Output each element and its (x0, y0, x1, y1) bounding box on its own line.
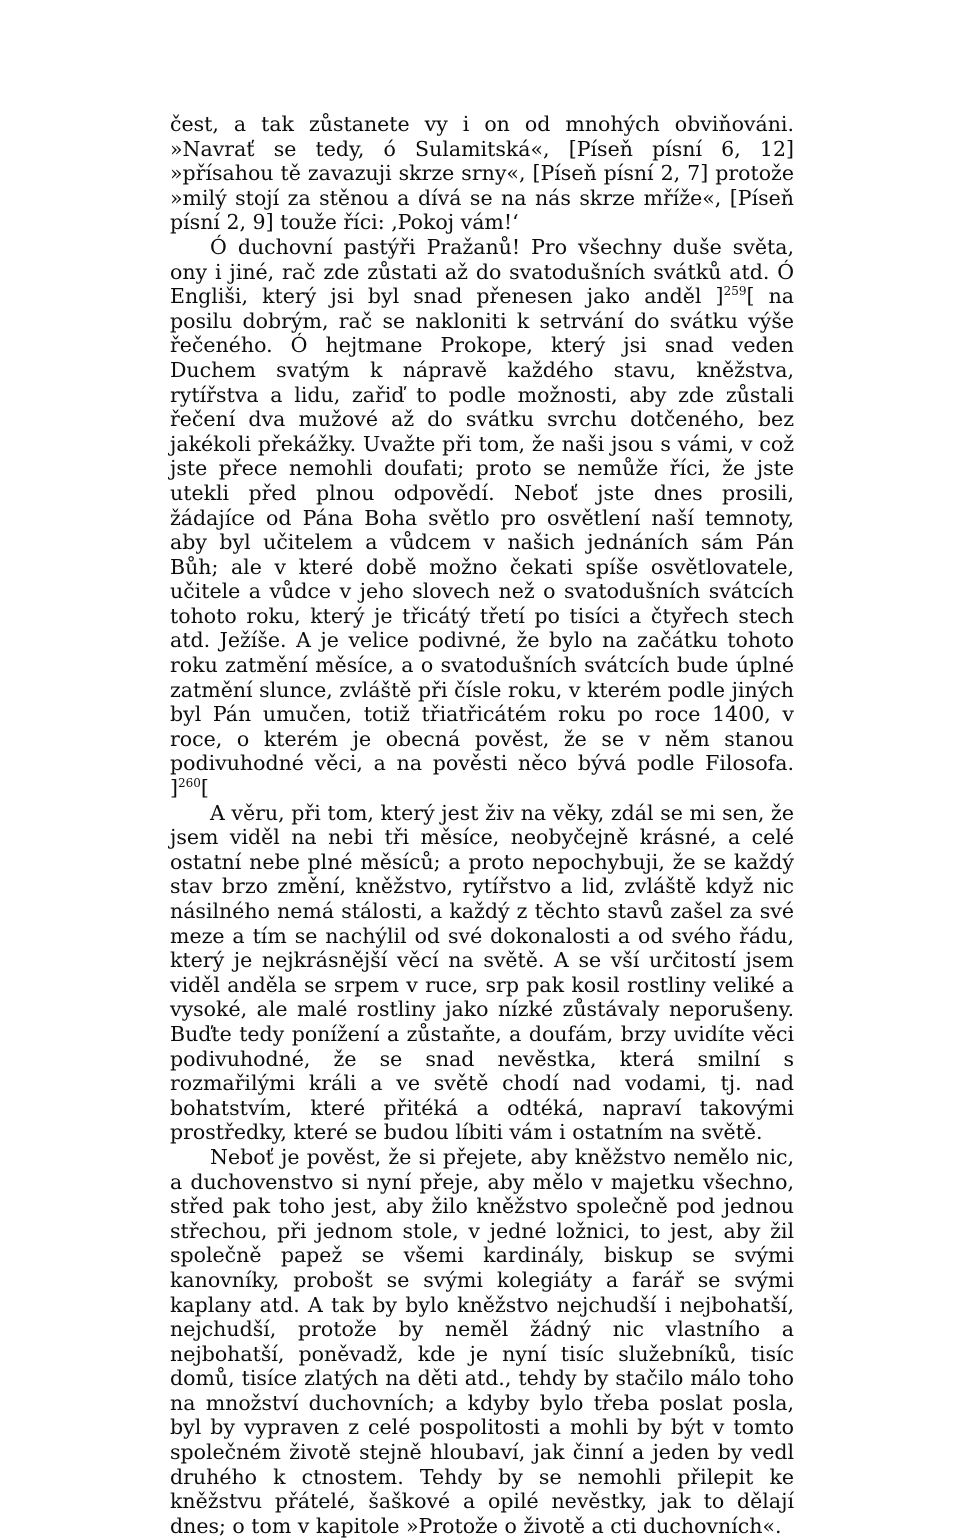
paragraph-2 (170, 235, 794, 801)
paragraph-1 (170, 112, 794, 235)
paragraph-text: [ (200, 776, 209, 801)
footnote-marker: 259 (723, 284, 747, 299)
paragraph-text: A věru, při tom, který jest živ na věky, zdál se mi sen, že jsem viděl na nebi tři měsíce, neobyčejně krásné, a celé ostatní nebe plné měsíců; a proto nepochybuji, že se každý stav brzo změní, kněžstvo, rytířstvo a lid, zvláště když nic násilného nemá stálosti, a každý z těchto stavů zašel za své meze a tím se nachýlil od své dokonalosti a od svého řádu, který je nejkrásnější věcí na světě. A se vší určitostí jsem viděl anděla se srpem v ruce, srp pak kosil rostliny veliké a vysoké, ale malé rostliny jako nízké zůstávaly neporušeny. Buďte tedy ponížení a zůstaňte, a doufám, brzy uvidíte věci podivuhodné, že se snad nevěstka, která smilní s rozmařilými králi a ve světě chodí nad vodami, tj. nad bohatstvím, které přitéká a odtéká, napraví takovými prostředky, které se budou líbiti vám i ostatním na světě. (170, 800, 794, 1145)
paragraph-4 (170, 1145, 794, 1538)
paragraph-text: Neboť je pověst, že si přejete, aby kněžstvo nemělo nic, a duchovenstvo si nyní přeje, aby mělo v majetku všechno, střed pak toho jest, aby žilo kněžstvo společně pod jednou střechou, při jednom stole, v jedné ložnici, to jest, aby žil společně papež se všemi kardinály, biskup se svými kanovníky, probošt se svými kolegiáty a farář se svými kaplany atd. A tak by bylo kněžstvo nejchudší i nejbohatší, nejchudší, protože by neměl žádný nic vlastního a nejbohatší, poněvadž, kde je nyní tisíc služebníků, tisíc domů, tisíce zlatých na děti atd., tehdy by stačilo málo toho na množství duchovních; a kdyby bylo třeba poslat posla, byl by vypraven z celé pospolitosti a mohli by být v tomto společném životě stejně hloubaví, jak činní a jeden by vedl druhého k ctnostem. Tehdy by se nemohli přilepit ke kněžstvu přátelé, šaškové a opilé nevěstky, jak to dělají dnes; o tom v kapitole »Protože o životě a cti duchovních«. (170, 1144, 794, 1538)
footnote-marker: 260 (178, 776, 201, 791)
page-body (170, 112, 794, 1538)
paragraph-text: [ na posilu dobrým, rač se nakloniti k setrvání do svátku výše řečeného. Ó hejtmane Prokope, který jsi snad veden Duchem svatým k nápravě každého stavu, kněžstva, rytířstva a lidu, zařiď to podle možnosti, aby zde zůstali řečení dva mužové až do svátku svrchu dotčeného, bez jakékoli překážky. Uvažte při tom, že naši jsou s vámi, v což jste přece nemohli doufati; proto se nemůže říci, že jste utekli před plnou odpovědí. Neboť jste dnes prosili, žádajíce od Pána Boha světlo pro osvětlení naší temnoty, aby byl učitelem a vůdcem v našich jednáních sám Pán Bůh; ale v které době možno čekati spíše osvětlovatele, učitele a vůdce v jeho slovech než o svatodušních svátcích tohoto roku, který je třicátý třetí po tisíci a čtyřech stech atd. Ježíše. A je velice podivné, že bylo na začátku tohoto roku zatmění měsíce, a o svatodušních svátcích bude úplné zatmění slunce, zvláště při čísle roku, v kterém podle jiných byl Pán umučen, totiž třiatřicátém roku po roce 1400, v roce, o kterém je obecná pověst, že se v něm stanou podivuhodné věci, a na pověsti něco bývá podle Filosofa. ] (170, 284, 794, 801)
paragraph-text: čest, a tak zůstanete vy i on od mnohých obviňováni. »Navrať se tedy, ó Sulamitská«, [Píseň písní 6, 12] »přísahou tě zavazuji skrze srny«, [Píseň písní 2, 7] protože »milý stojí za stěnou a dívá se na nás skrze mříže«, [Píseň písní 2, 9] touže říci: ‚Pokoj vám!‘ (170, 112, 794, 235)
paragraph-3 (170, 801, 794, 1145)
paragraph-text: Ó duchovní pastýři Pražanů! Pro všechny duše světa, ony i jiné, rač zde zůstati až do svatodušních svátků atd. Ó Engliši, který jsi byl snad přenesen jako anděl ] (170, 234, 794, 309)
